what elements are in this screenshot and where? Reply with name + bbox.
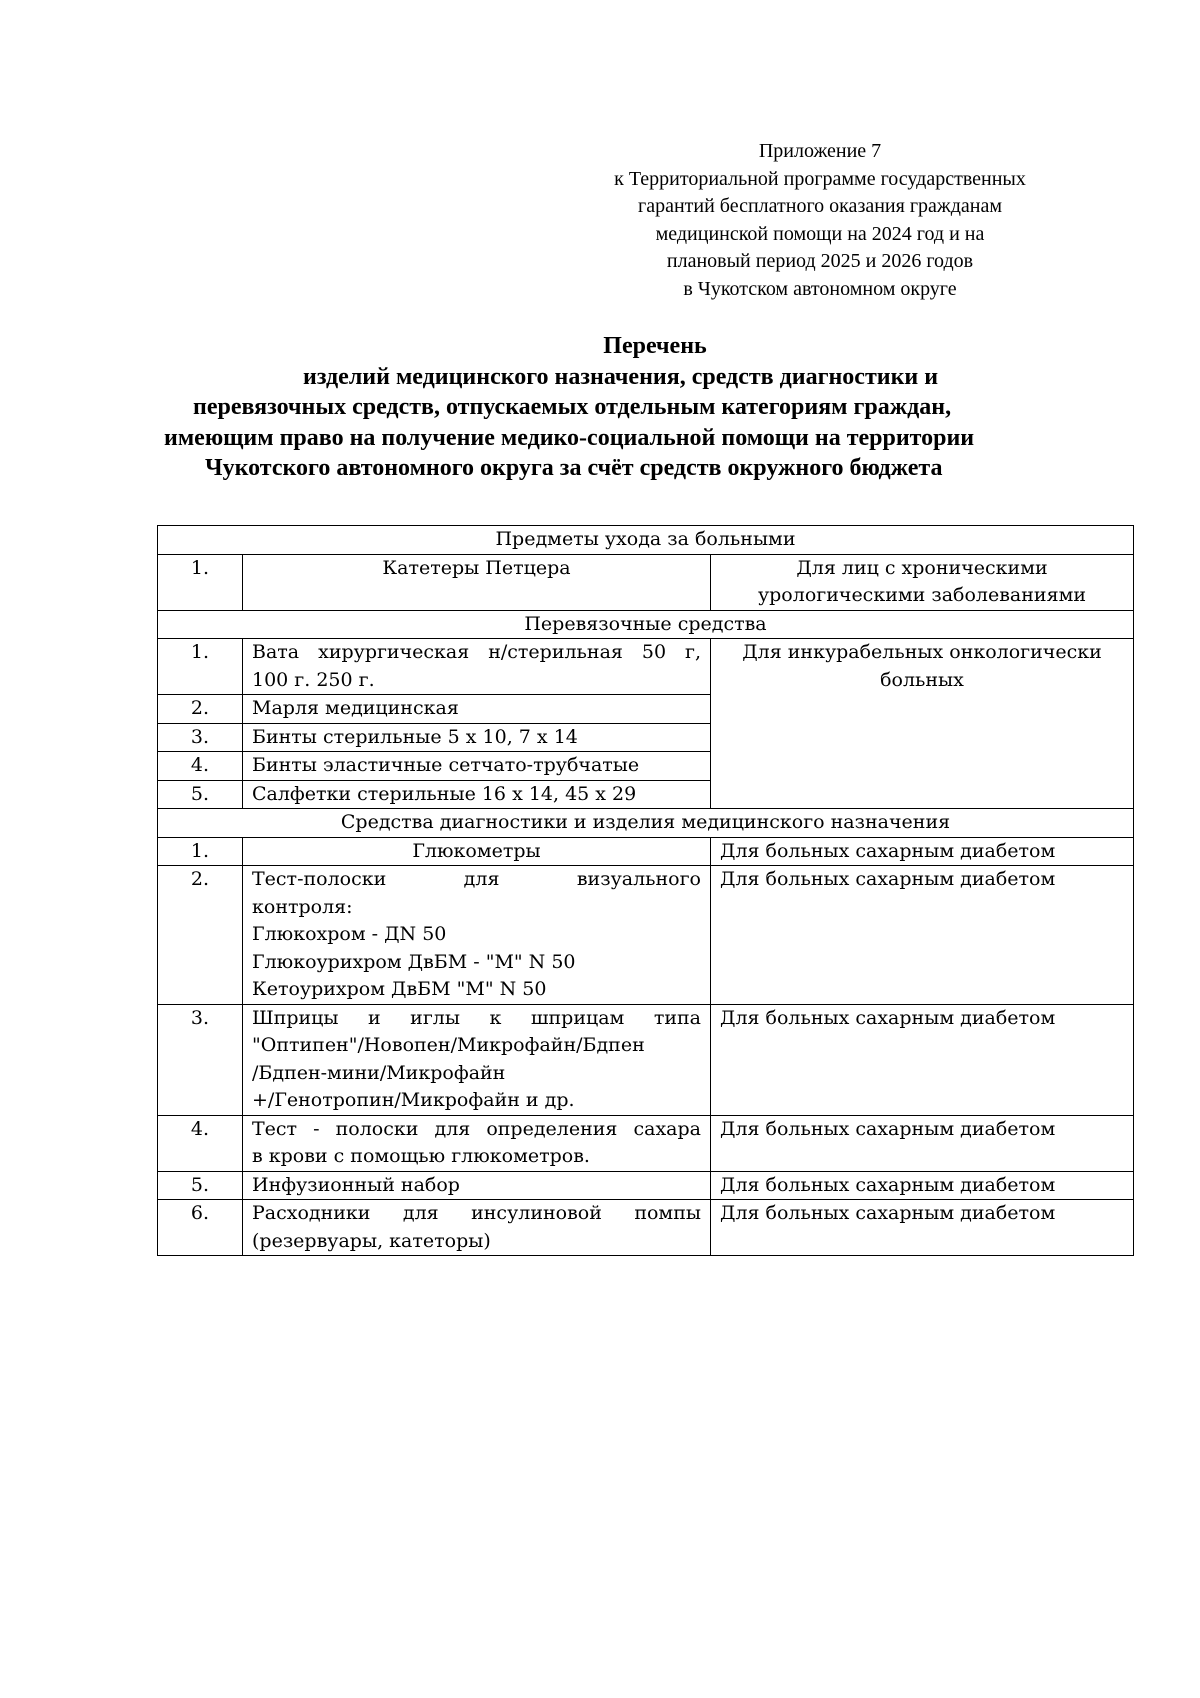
- item-category: Для больных сахарным диабетом: [711, 837, 1134, 866]
- appendix-line: медицинской помощи на 2024 год и на: [655, 222, 985, 245]
- item-name-line: (резервуары, катеторы): [252, 1229, 491, 1252]
- item-name: Катетеры Петцера: [243, 554, 711, 610]
- row-number: 6.: [158, 1200, 243, 1256]
- item-name-line: Тест - полоски для определения сахара: [252, 1117, 701, 1140]
- item-category: Для больных сахарным диабетом: [711, 1200, 1134, 1256]
- item-name: [243, 639, 711, 695]
- row-number: 2.: [158, 866, 243, 1005]
- title-main: Перечень: [603, 333, 707, 359]
- section-row: [158, 809, 1134, 838]
- table-row: [158, 1200, 1134, 1256]
- appendix-line: гарантий бесплатного оказания гражданам: [637, 195, 1003, 218]
- title-line: изделий медицинского назначения, средств диагностики и: [303, 363, 939, 390]
- row-number: 1.: [158, 837, 243, 866]
- items-table: [157, 525, 1134, 1256]
- category-line: Для инкурабельных онкологически: [742, 641, 1102, 663]
- item-name: Инфузионный набор: [243, 1171, 711, 1200]
- table-row: [158, 1004, 1134, 1115]
- item-name: Бинты стерильные 5 х 10, 7 х 14: [243, 723, 711, 752]
- row-number: 3.: [158, 723, 243, 752]
- item-name: Марля медицинская: [243, 695, 711, 724]
- document-title: [140, 331, 1140, 484]
- item-name-line: +/Генотропин/Микрофайн и др.: [252, 1089, 575, 1111]
- section-title: Перевязочные средства: [158, 610, 1134, 639]
- item-name: [243, 1200, 711, 1256]
- row-number: 4.: [158, 1115, 243, 1171]
- row-number: 1.: [158, 639, 243, 695]
- table-row: [158, 1115, 1134, 1171]
- category-line: Для лиц с хроническими: [796, 556, 1048, 579]
- row-number: 5.: [158, 780, 243, 809]
- item-name-line: в крови с помощью глюкометров.: [252, 1145, 590, 1167]
- item-name-line: Глюкохром - ДN 50: [252, 923, 447, 945]
- item-category: Для больных сахарным диабетом: [711, 1115, 1134, 1171]
- appendix-line: плановый период 2025 и 2026 годов: [666, 250, 974, 273]
- item-name-line: Расходники для инсулиновой помпы: [252, 1202, 701, 1224]
- item-category: Для больных сахарным диабетом: [711, 1171, 1134, 1200]
- table-row: [158, 866, 1134, 1005]
- item-name-line: Кетоурихром ДвБМ "М" N 50: [252, 978, 547, 1000]
- row-number: 2.: [158, 695, 243, 724]
- section-row: [158, 610, 1134, 639]
- section-title: Средства диагностики и изделия медицинского назначения: [158, 809, 1134, 838]
- item-name: [243, 1004, 711, 1115]
- row-number: 3.: [158, 1004, 243, 1115]
- item-name-line: Тест-полоски для визуального: [252, 868, 701, 890]
- section-title: Предметы ухода за больными: [158, 526, 1134, 555]
- item-name: [243, 866, 711, 1005]
- item-category: Для больных сахарным диабетом: [711, 1004, 1134, 1115]
- item-name-line: Шприцы и иглы к шприцам типа: [252, 1006, 701, 1029]
- title-line: Чукотского автономного округа за счёт средств окружного бюджета: [205, 455, 943, 481]
- row-number: 4.: [158, 752, 243, 781]
- row-number: 5.: [158, 1171, 243, 1200]
- item-name: Салфетки стерильные 16 х 14, 45 х 29: [243, 780, 711, 809]
- table-row: [158, 837, 1134, 866]
- category-line: урологическими заболеваниями: [757, 584, 1087, 606]
- category-line: больных: [880, 668, 964, 691]
- table-row: [158, 1171, 1134, 1200]
- item-category: [711, 639, 1134, 809]
- appendix-line: в Чукотском автономном округе: [683, 277, 957, 300]
- item-category: Для больных сахарным диабетом: [711, 866, 1134, 1005]
- appendix-line: к Территориальной программе государственных: [614, 167, 1026, 190]
- item-name: [243, 1115, 711, 1171]
- table-row: [158, 554, 1134, 610]
- item-name-line: /Бдпен-мини/Микрофайн: [252, 1061, 506, 1084]
- item-name-line: Вата хирургическая н/стерильная 50 г,: [252, 641, 701, 663]
- row-number: 1.: [158, 554, 243, 610]
- item-name-line: контроля:: [252, 895, 353, 918]
- item-name-line: 100 г. 250 г.: [252, 668, 375, 691]
- item-category: [711, 554, 1134, 610]
- title-line: имеющим право на получение медико-социальной помощи на территории: [164, 424, 975, 451]
- appendix-header: [560, 138, 1080, 304]
- item-name-line: "Оптипен"/Новопен/Микрофайн/Бдпен: [252, 1034, 645, 1056]
- item-name: Бинты эластичные сетчато-трубчатые: [243, 752, 711, 781]
- appendix-line: Приложение 7: [758, 140, 882, 162]
- table-row: [158, 639, 1134, 695]
- title-line: перевязочных средств, отпускаемых отдельным категориям граждан,: [193, 394, 952, 420]
- item-name: Глюкометры: [243, 837, 711, 866]
- item-name-line: Глюкоурихром ДвБМ - "М" N 50: [252, 950, 576, 973]
- section-row: [158, 526, 1134, 555]
